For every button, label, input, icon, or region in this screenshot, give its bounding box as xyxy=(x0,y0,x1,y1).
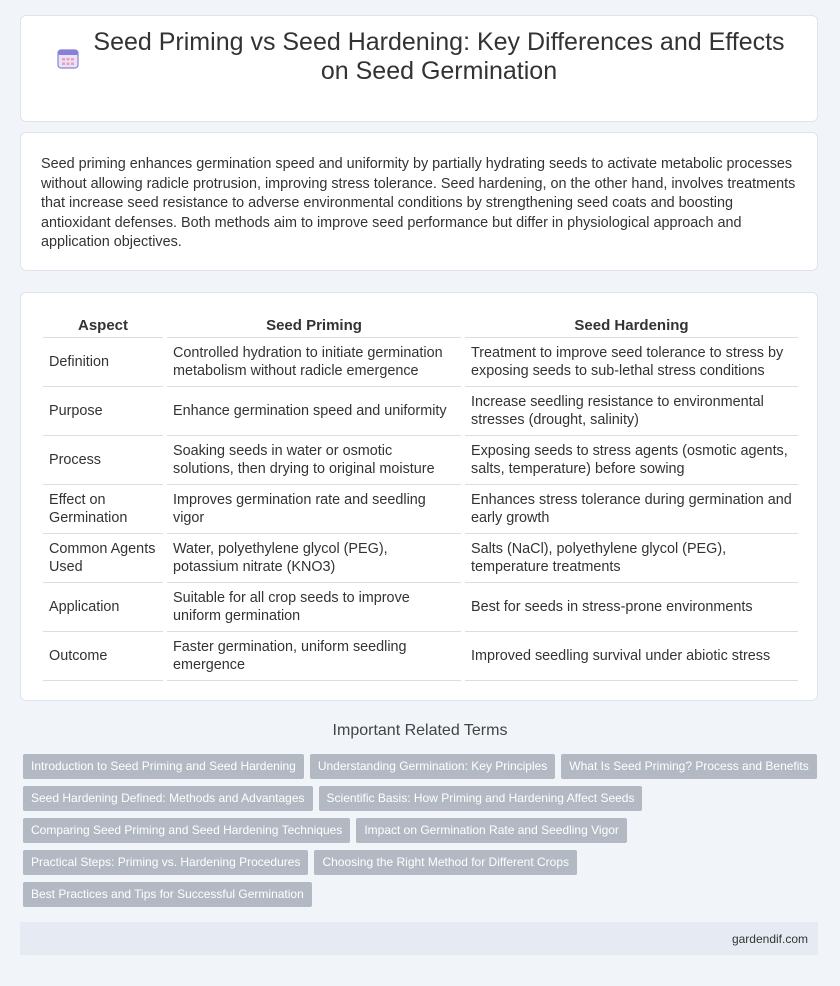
table-row xyxy=(43,583,798,632)
related-term-tag[interactable]: Scientific Basis: How Priming and Hardening Affect Seeds xyxy=(319,786,643,811)
related-term-tag[interactable]: Comparing Seed Priming and Seed Hardening Techniques xyxy=(23,818,350,843)
title-card xyxy=(20,15,818,122)
aspect-cell: Outcome xyxy=(43,632,163,681)
aspect-cell: Definition xyxy=(43,338,163,387)
priming-cell: Suitable for all crop seeds to improve uniform germination xyxy=(167,583,461,632)
related-term-tag[interactable]: Best Practices and Tips for Successful Germination xyxy=(23,882,312,907)
hardening-cell: Increase seedling resistance to environmental stresses (drought, salinity) xyxy=(465,387,798,436)
table-row xyxy=(43,632,798,681)
related-term-tag[interactable]: Introduction to Seed Priming and Seed Hardening xyxy=(23,754,304,779)
related-term-tag[interactable]: What Is Seed Priming? Process and Benefits xyxy=(561,754,816,779)
related-terms-title: Important Related Terms xyxy=(332,722,508,739)
priming-cell: Faster germination, uniform seedling emergence xyxy=(167,632,461,681)
table-row xyxy=(43,485,798,534)
table-row xyxy=(43,436,798,485)
header-aspect: Aspect xyxy=(43,315,163,338)
priming-cell: Controlled hydration to initiate germination metabolism without radicle emergence xyxy=(167,338,461,387)
aspect-cell: Effect on Germination xyxy=(43,485,163,534)
intro-card xyxy=(20,132,818,271)
related-term-tag[interactable]: Understanding Germination: Key Principles xyxy=(310,754,555,779)
table-row xyxy=(43,534,798,583)
comparison-table xyxy=(43,315,798,681)
hardening-cell: Improved seedling survival under abiotic stress xyxy=(465,632,798,681)
aspect-cell: Common Agents Used xyxy=(43,534,163,583)
footer xyxy=(20,922,818,955)
priming-cell: Water, polyethylene glycol (PEG), potassium nitrate (KNO3) xyxy=(167,534,461,583)
related-terms-list xyxy=(23,754,823,914)
related-term-tag[interactable]: Choosing the Right Method for Different Crops xyxy=(314,850,577,875)
hardening-cell: Enhances stress tolerance during germination and early growth xyxy=(465,485,798,534)
header-seed-hardening: Seed Hardening xyxy=(465,315,798,338)
related-term-tag[interactable]: Impact on Germination Rate and Seedling Vigor xyxy=(356,818,627,843)
header-seed-priming: Seed Priming xyxy=(167,315,461,338)
table-row xyxy=(43,338,798,387)
aspect-cell: Application xyxy=(43,583,163,632)
page-title: Seed Priming vs Seed Hardening: Key Differences and Effects on Seed Germination xyxy=(93,28,785,85)
priming-cell: Soaking seeds in water or osmotic solutions, then drying to original moisture xyxy=(167,436,461,485)
hardening-cell: Exposing seeds to stress agents (osmotic agents, salts, temperature) before sowing xyxy=(465,436,798,485)
priming-cell: Improves germination rate and seedling vigor xyxy=(167,485,461,534)
comparison-card xyxy=(20,292,818,701)
hardening-cell: Best for seeds in stress-prone environments xyxy=(465,583,798,632)
aspect-cell: Purpose xyxy=(43,387,163,436)
hardening-cell: Salts (NaCl), polyethylene glycol (PEG), temperature treatments xyxy=(465,534,798,583)
hardening-cell: Treatment to improve seed tolerance to stress by exposing seeds to sub-lethal stress conditions xyxy=(465,338,798,387)
footer-site[interactable]: gardendif.com xyxy=(731,932,808,946)
intro-paragraph: Seed priming enhances germination speed and uniformity by partially hydrating seeds to activate metabolic processes without allowing radicle protrusion, improving stress tolerance. Seed hardening, on the other hand, involves treatments that increase seed resistance to adverse environmental conditions by strengthening seed coats and boosting antioxidant defenses. Both methods aim to improve seed performance but differ in physiological approach and application objectives. xyxy=(41,156,796,250)
related-term-tag[interactable]: Seed Hardening Defined: Methods and Advantages xyxy=(23,786,313,811)
priming-cell: Enhance germination speed and uniformity xyxy=(167,387,461,436)
table-row xyxy=(43,387,798,436)
related-term-tag[interactable]: Practical Steps: Priming vs. Hardening Procedures xyxy=(23,850,308,875)
table-header-row xyxy=(43,315,798,338)
aspect-cell: Process xyxy=(43,436,163,485)
